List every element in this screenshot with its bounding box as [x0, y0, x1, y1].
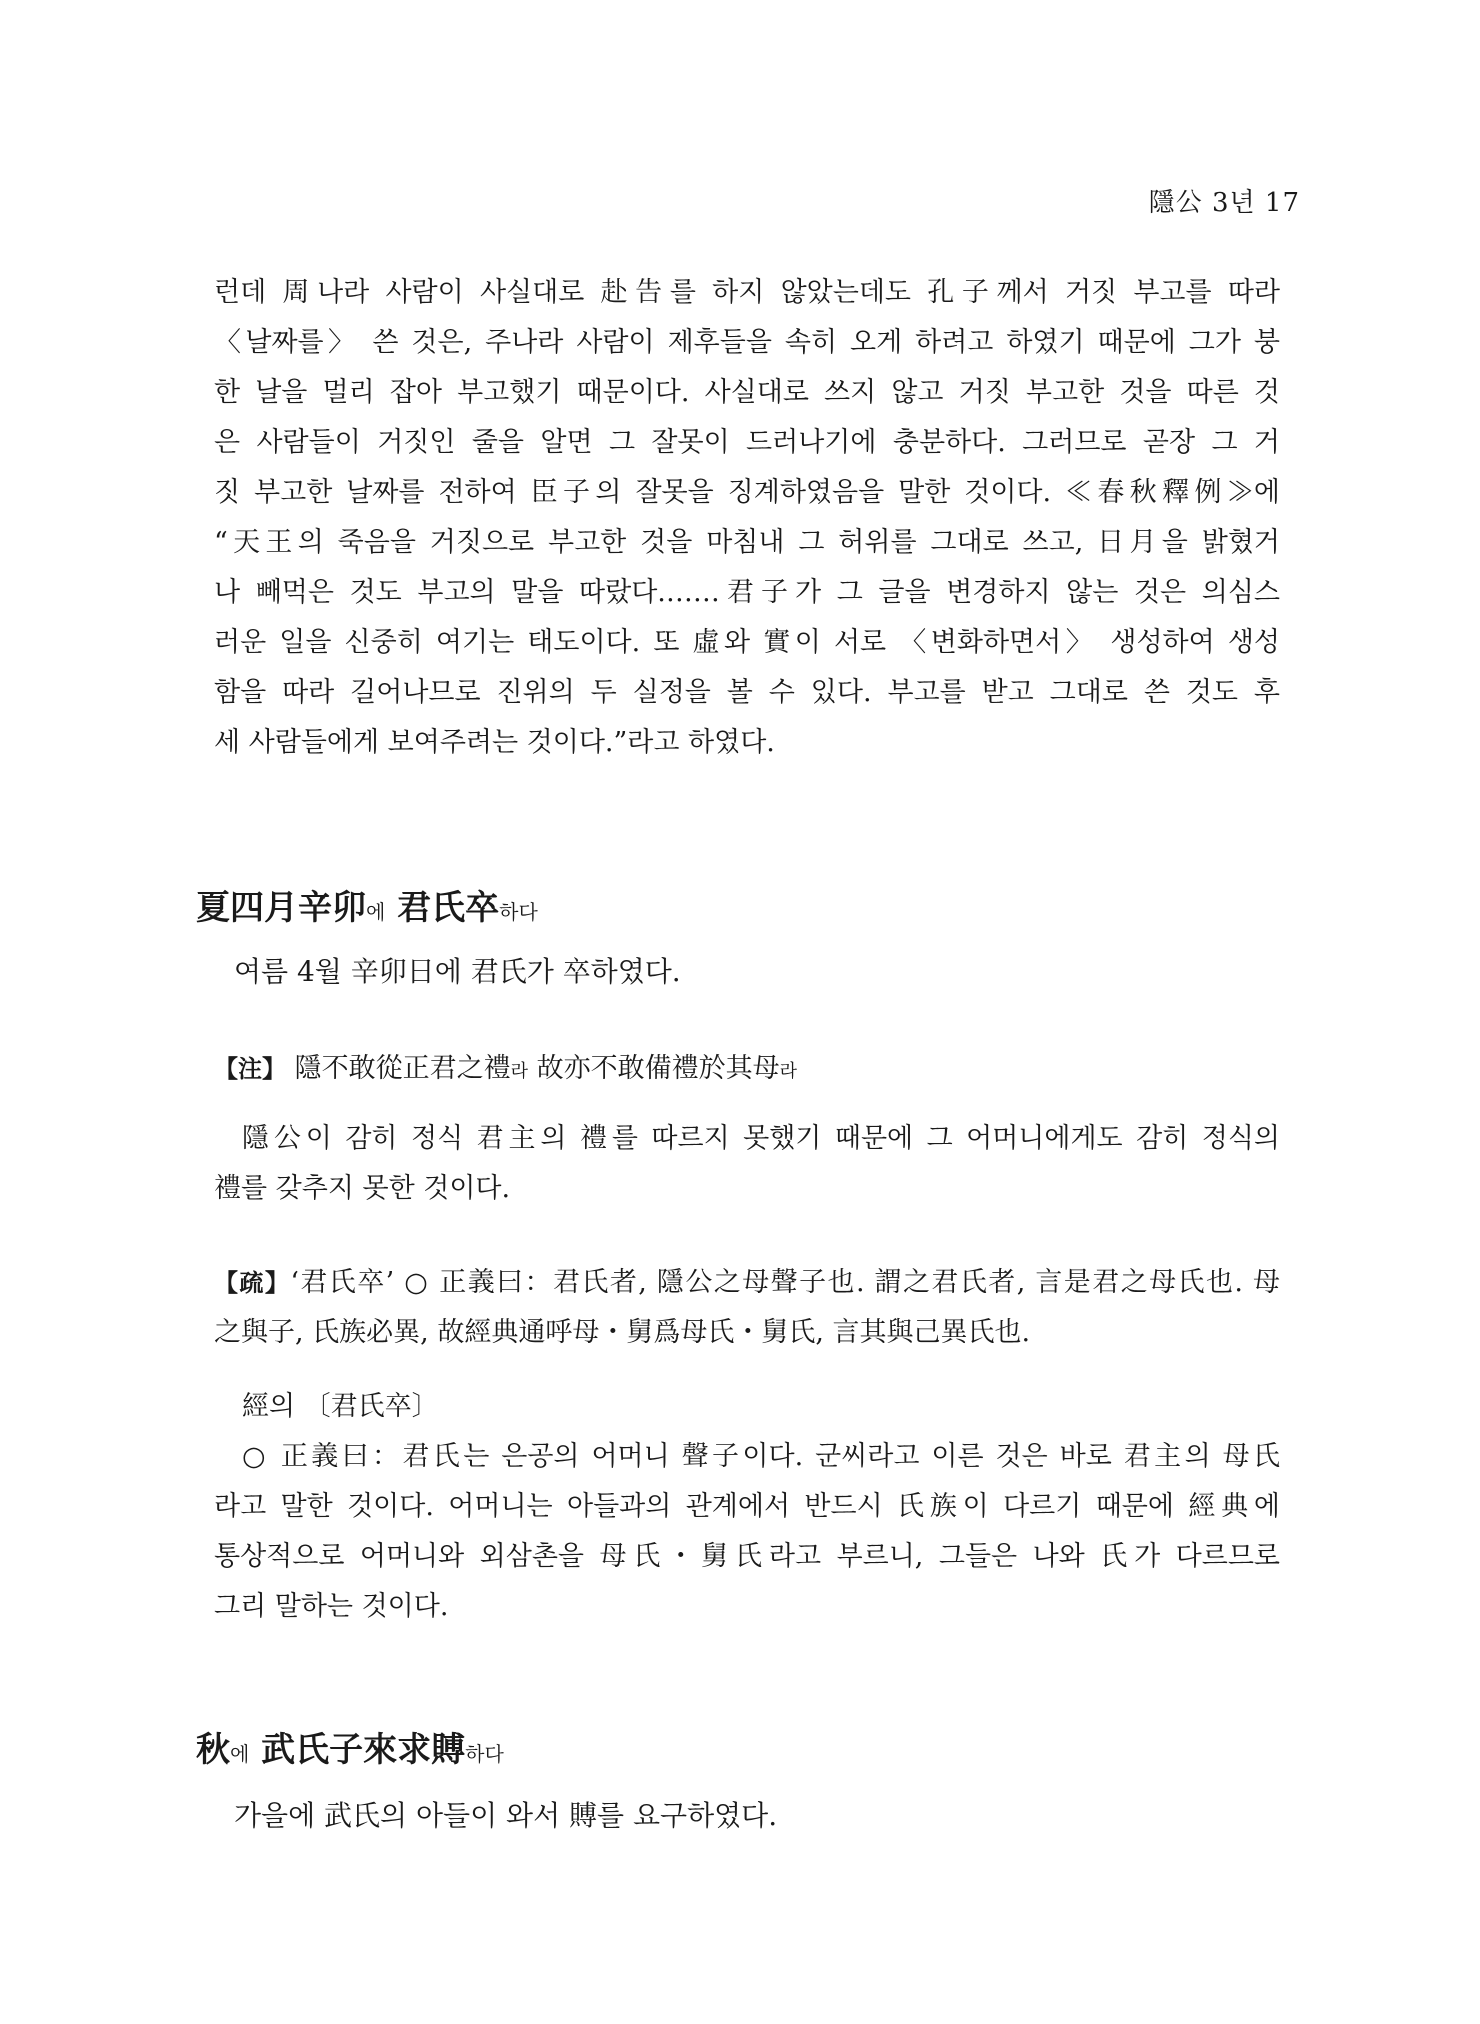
note-tag: 【注】: [214, 1054, 286, 1083]
heading-translation: 여름 4월 辛卯日에 君氏가 卒하였다.: [234, 955, 681, 988]
heading-text: 君氏卒: [385, 888, 500, 928]
note-translation: [214, 1114, 1280, 1214]
note-translation-line: 隱公이 감히 정식 君主의 禮를 따르지 못했기 때문에 그 어머니에게도 감히 정식의: [242, 1123, 1280, 1154]
note-particle: 라: [510, 1061, 528, 1082]
heading-translation: 가을에 武氏의 아들이 와서 賻를 요구하였다.: [234, 1799, 778, 1832]
paragraph-line: 은 사람들이 거짓인 줄을 알면 그 잘못이 드러나기에 충분하다. 그러므로 곧장 그 거: [214, 427, 1280, 458]
shu-subheading: [214, 1382, 1280, 1432]
paragraph-line: “天王의 죽음을 거짓으로 부고한 것을 마침내 그 허위를 그대로 쓰고, 日月을 밝혔거: [214, 527, 1280, 558]
shu-translation-line: 통상적으로 어머니와 외삼촌을 母氏・舅氏라고 부르니, 그들은 나와 氏가 다르므로: [214, 1541, 1280, 1572]
paragraph-line: 런데 周나라 사람이 사실대로 赴告를 하지 않았는데도 孔子께서 거짓 부고를 따라: [214, 277, 1280, 308]
note-text: 故亦不敢備禮於其母: [527, 1053, 780, 1084]
heading-particle: 에: [366, 900, 386, 924]
shu-text: ‘君氏卒’ ○ 正義曰：君氏者, 隱公之母聲子也. 謂之君氏者, 言是君之母氏也. 母: [290, 1267, 1280, 1298]
heading-text: 夏四月辛卯: [196, 888, 366, 928]
running-head: 隱公 3년 17: [1148, 188, 1300, 218]
shu-translation-line: 그리 말하는 것이다.: [214, 1591, 449, 1622]
shu-line: [214, 1258, 1280, 1308]
shu-tag: 【疏】: [214, 1268, 291, 1297]
paragraph-line: 나 빼먹은 것도 부고의 말을 따랐다.……君子가 그 글을 변경하지 않는 것은 의심스: [214, 577, 1280, 608]
note-line: [214, 1044, 1280, 1094]
shu-line: 之與子, 氏族必異, 故經典通呼母・舅爲母氏・舅氏, 言其與己異氏也.: [214, 1317, 1031, 1348]
paragraph-line: 〈날짜를〉 쓴 것은, 주나라 사람이 제후들을 속히 오게 하려고 하였기 때문에 그가 붕: [214, 327, 1280, 358]
shu-translation-line: 라고 말한 것이다. 어머니는 아들과의 관계에서 반드시 氏族이 다르기 때문에 經典에: [214, 1491, 1280, 1522]
shu-translation-line: ○ 正義曰：君氏는 은공의 어머니 聲子이다. 군씨라고 이른 것은 바로 君主의 母氏: [242, 1441, 1280, 1472]
heading-particle: 에: [230, 1742, 250, 1766]
paragraph-line: 세 사람들에게 보여주려는 것이다.”라고 하였다.: [214, 727, 775, 758]
paragraph-line: 함을 따라 길어나므로 진위의 두 실정을 볼 수 있다. 부고를 받고 그대로 쓴 것도 후: [214, 677, 1280, 708]
paragraph-line: 한 날을 멀리 잡아 부고했기 때문이다. 사실대로 쓰지 않고 거짓 부고한 것을 따른 것: [214, 377, 1280, 408]
heading-text: 武氏子來求賻: [249, 1730, 466, 1770]
paragraph-line: 짓 부고한 날짜를 전하여 臣子의 잘못을 징계하였음을 말한 것이다. ≪春秋釋例≫에: [214, 477, 1280, 508]
commentary-note: [214, 1044, 1280, 1094]
note-text: 隱不敢從正君之禮: [286, 1053, 511, 1084]
paragraph-line: 러운 일을 신중히 여기는 태도이다. 또 虛와 實이 서로 〈변화하면서〉 생성하여 생성: [214, 627, 1280, 658]
heading-text: 秋: [196, 1730, 230, 1770]
intro-paragraph: [214, 268, 1280, 768]
note-translation-line: 禮를 갖추지 못한 것이다.: [214, 1173, 511, 1204]
section-heading: [196, 1722, 504, 1771]
note-particle: 라: [779, 1061, 797, 1082]
shu-subheading-text: 經의 〔君氏卒〕: [242, 1391, 439, 1422]
section-heading: [196, 880, 538, 929]
shu-translation: [214, 1432, 1280, 1632]
heading-particle: 하다: [465, 1742, 504, 1766]
heading-particle: 하다: [499, 900, 538, 924]
subcommentary: [214, 1258, 1280, 1358]
